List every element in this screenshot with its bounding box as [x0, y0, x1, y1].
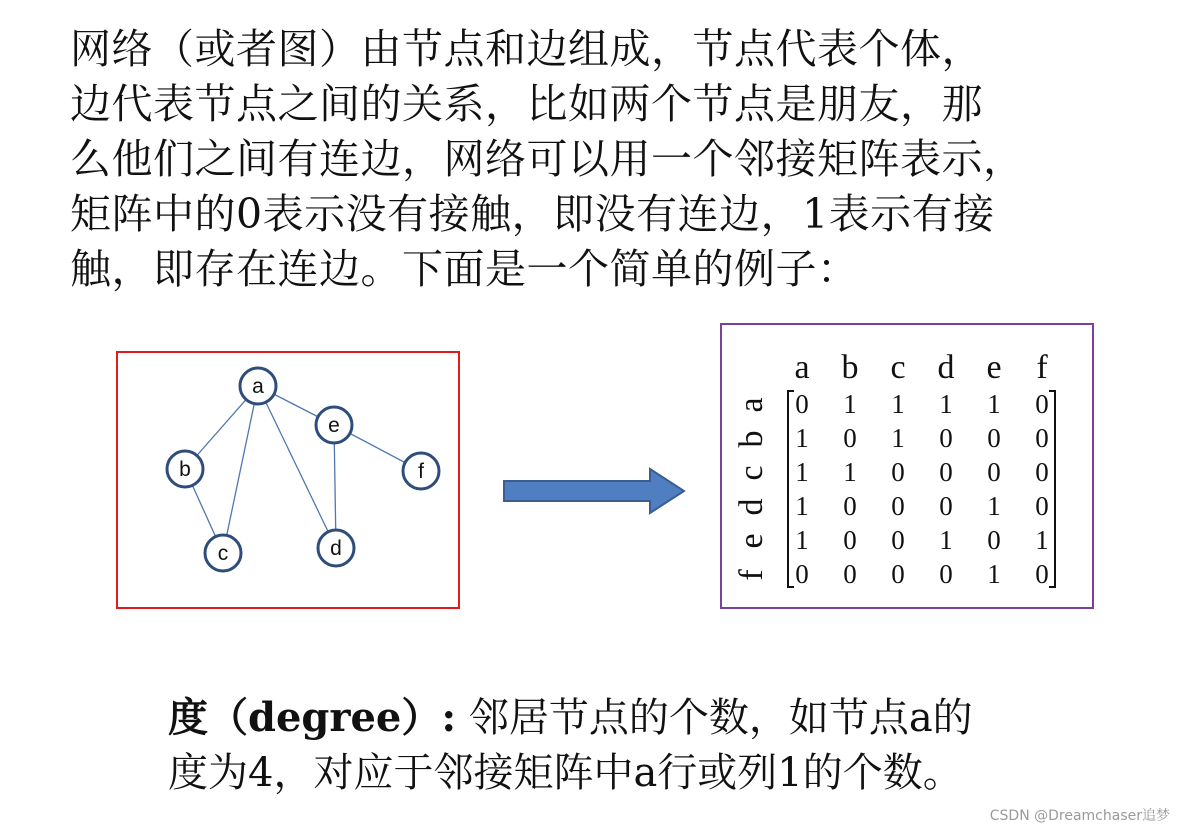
matrix-cell: 1 — [843, 389, 857, 419]
node-label: d — [330, 537, 342, 560]
network-graph — [118, 353, 458, 607]
matrix-cell: 1 — [795, 457, 809, 487]
intro-line: 触，即存在连边。下面是一个简单的例子： — [70, 245, 859, 293]
matrix-cell: 0 — [987, 423, 1001, 453]
graph-edge-a-c — [223, 386, 258, 553]
matrix-row-label-a: a — [733, 397, 770, 413]
arrow-shape — [504, 469, 684, 513]
node-label: b — [179, 458, 191, 481]
watermark: CSDN @Dreamchaser追梦 — [989, 808, 1170, 824]
matrix-cell: 0 — [843, 491, 857, 521]
degree-definition — [168, 690, 1128, 801]
degree-line-2: 度为4，对应于邻接矩阵中a行或列1的个数。 — [168, 750, 963, 796]
matrix-cell: 1 — [795, 491, 809, 521]
matrix-column-label-c: c — [890, 349, 906, 386]
matrix-cell: 1 — [939, 525, 953, 555]
matrix-cell: 0 — [1035, 559, 1049, 589]
node-label: f — [418, 460, 424, 483]
matrix-cell: 0 — [987, 457, 1001, 487]
intro-line: 么他们之间有连边，网络可以用一个邻接矩阵表示， — [70, 135, 1025, 183]
matrix-cell: 0 — [1035, 457, 1049, 487]
node-label: a — [252, 375, 264, 398]
matrix-cell: 0 — [987, 525, 1001, 555]
matrix-cell: 1 — [987, 491, 1001, 521]
matrix-row-label-d: d — [733, 498, 770, 516]
node-label: e — [328, 414, 340, 437]
matrix-column-label-f: f — [1036, 349, 1048, 386]
matrix-cell: 0 — [939, 423, 953, 453]
matrix-cell: 1 — [843, 457, 857, 487]
matrix-row-label-f: f — [733, 569, 770, 581]
matrix-cell: 0 — [1035, 491, 1049, 521]
intro-paragraph — [70, 22, 1160, 297]
matrix-cell: 0 — [891, 525, 905, 555]
graph-node-f — [403, 453, 439, 489]
matrix-cell: 0 — [939, 559, 953, 589]
graph-node-a — [240, 368, 276, 404]
degree-term: 度（degree）: — [168, 694, 457, 741]
matrix-right-bracket — [1049, 391, 1055, 587]
degree-description: 邻居节点的个数，如节点a的 — [456, 695, 973, 741]
graph-node-c — [205, 535, 241, 571]
adjacency-matrix-panel — [720, 323, 1094, 609]
matrix-cell: 0 — [843, 525, 857, 555]
matrix-row-label-e: e — [733, 533, 770, 549]
matrix-row-label-c: c — [733, 465, 770, 481]
matrix-cell: 0 — [891, 559, 905, 589]
graph-node-b — [167, 451, 203, 487]
matrix-cell: 1 — [1035, 525, 1049, 555]
intro-line: 网络（或者图）由节点和边组成，节点代表个体， — [70, 25, 983, 73]
right-arrow-icon — [500, 465, 690, 517]
matrix-cell: 0 — [891, 457, 905, 487]
matrix-cell: 0 — [1035, 389, 1049, 419]
matrix-column-label-e: e — [986, 349, 1002, 386]
matrix-cell: 1 — [795, 525, 809, 555]
matrix-cell: 0 — [795, 389, 809, 419]
degree-line-1 — [168, 690, 1128, 746]
matrix-cell: 0 — [1035, 423, 1049, 453]
matrix-column-label-d: d — [937, 349, 955, 386]
matrix-cell: 0 — [795, 559, 809, 589]
matrix-cell: 0 — [939, 491, 953, 521]
matrix-column-label-b: b — [841, 349, 859, 386]
matrix-cell: 1 — [987, 559, 1001, 589]
network-graph-panel — [116, 351, 460, 609]
matrix-cell: 0 — [843, 423, 857, 453]
matrix-cell: 0 — [891, 491, 905, 521]
matrix-cell: 0 — [939, 457, 953, 487]
matrix-row-label-b: b — [733, 430, 770, 448]
graph-node-e — [316, 407, 352, 443]
matrix-cell: 1 — [795, 423, 809, 453]
intro-line: 矩阵中的0表示没有接触，即没有连边，1表示有接 — [70, 190, 995, 238]
matrix-cell: 1 — [891, 389, 905, 419]
graph-node-d — [318, 530, 354, 566]
matrix-cell: 0 — [843, 559, 857, 589]
matrix-cell: 1 — [939, 389, 953, 419]
matrix-column-label-a: a — [794, 349, 810, 386]
matrix-left-bracket — [788, 391, 794, 587]
node-label: c — [217, 542, 229, 565]
adjacency-matrix — [722, 325, 1092, 607]
intro-line: 边代表节点之间的关系，比如两个节点是朋友，那 — [70, 80, 983, 128]
matrix-cell: 1 — [891, 423, 905, 453]
matrix-cell: 1 — [987, 389, 1001, 419]
